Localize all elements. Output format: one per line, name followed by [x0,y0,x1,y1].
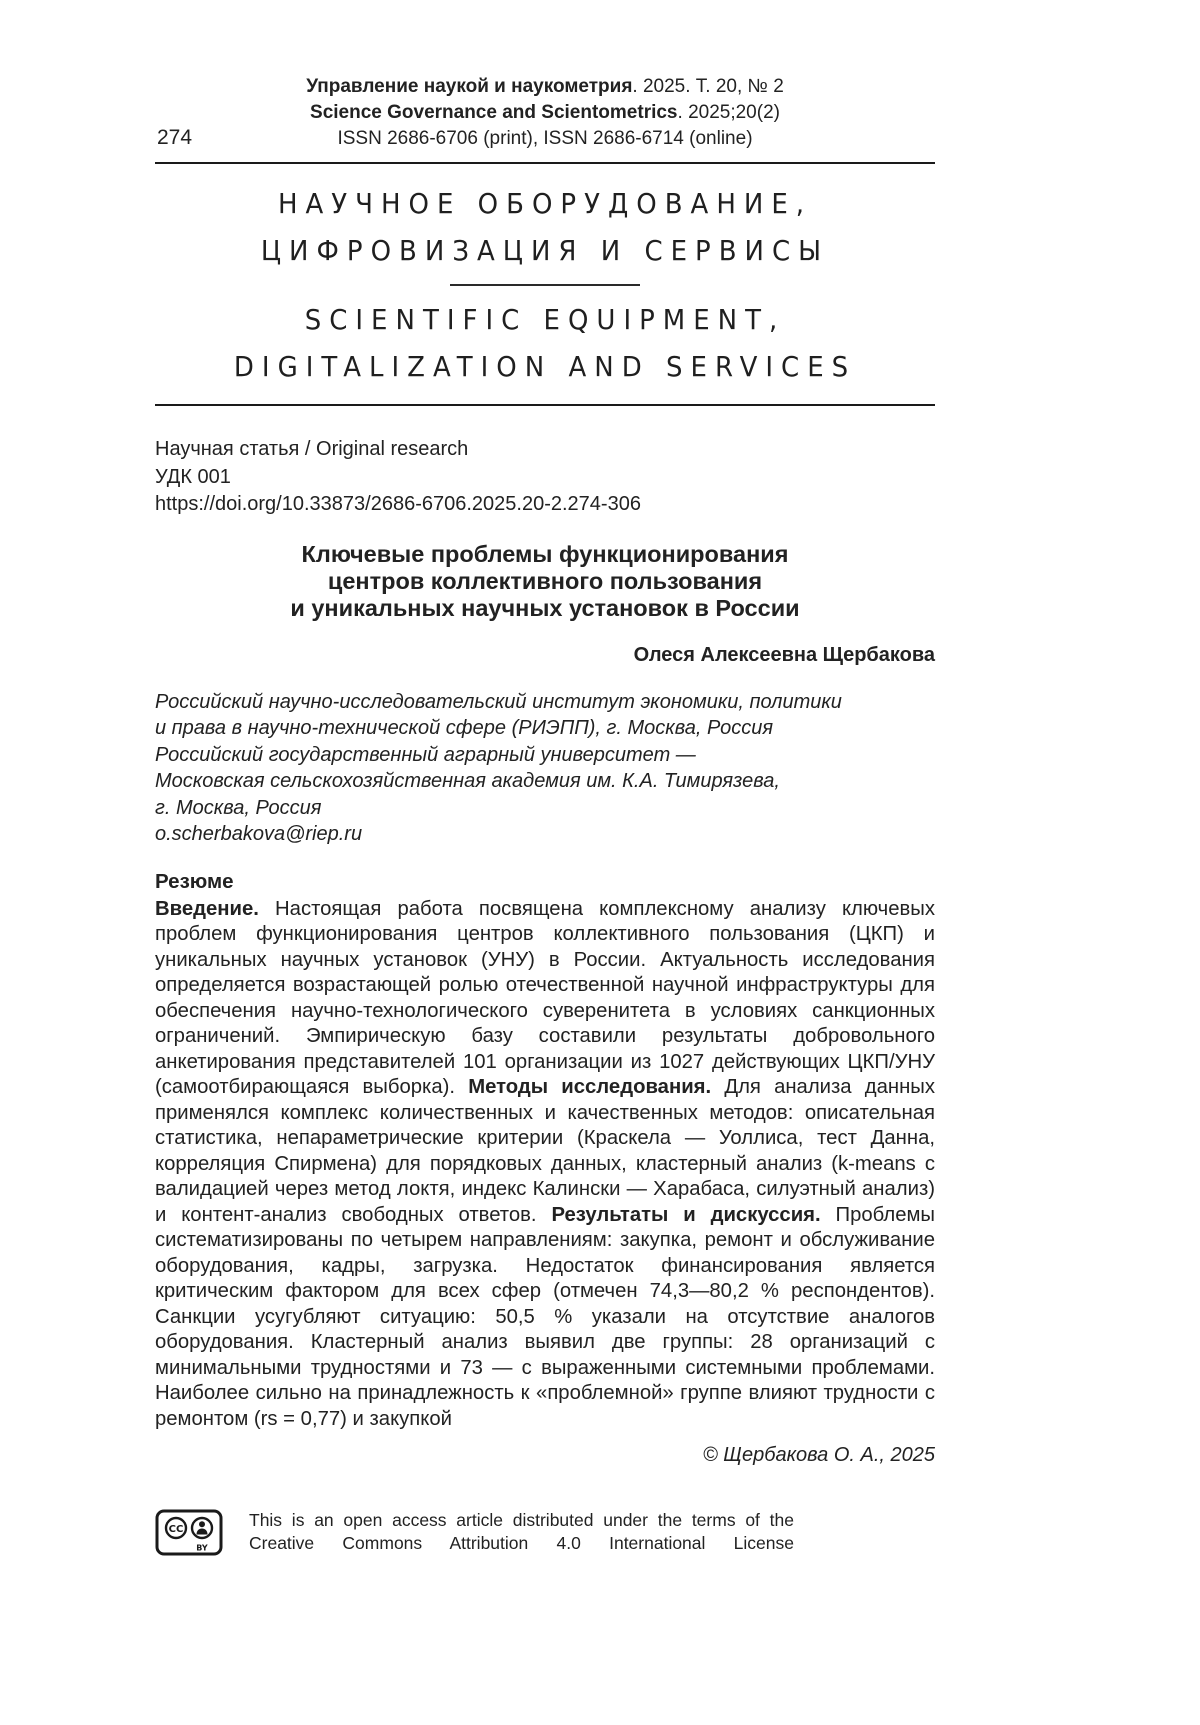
doi-link[interactable]: https://doi.org/10.33873/2686-6706.2025.20-2.274-306 [155,493,641,515]
journal-title-ru: Управление наукой и наукометрия [306,76,633,97]
page-number: 274 [157,126,193,149]
journal-line-en [155,100,935,126]
article-title-line2: центров коллективного пользования [327,567,763,594]
abstract-intro-label: Введение. [155,897,259,920]
affiliation-line4: Московская сельскохозяйственная академия им. К.А. Тимирязева, [155,770,780,792]
header-divider [155,162,935,164]
affiliation-line3: Российский государственный аграрный университет — [155,743,696,766]
section-title-ru [155,181,935,274]
abstract-methods-label: Методы исследования. [468,1076,712,1098]
section-short-divider [450,284,640,286]
abstract-text [155,897,935,1433]
journal-issue-ru: . 2025. Т. 20, № 2 [632,76,784,97]
license-text: This is an open access article distributed under the terms of the Creative Commons Attribution 4.0 International License [249,1510,794,1553]
abstract-intro-text: Настоящая работа посвящена комплексному анализу ключевых проблем функционирования центров коллективного пользования (ЦКП) и уникальных научных установок (УНУ) в России. Актуальность исследования определяется возрастающей ролью отечественной научной инфраструктуры для обеспечения научно-технологического суверенитета в условиях санкционных ограничений. Эмпирическую базу составили результаты добровольного анкетирования представителей 101 организации из 1027 действующих ЦКП/УНУ (самоотбирающаяся выборка). [155,897,935,1098]
cc-by-license-icon [155,1509,223,1561]
article-title-line3: и уникальных научных установок в России [290,594,800,621]
page-content [155,0,935,1561]
journal-line-ru [155,74,935,100]
abstract-results-label: Результаты и дискуссия. [551,1203,821,1226]
journal-issue-en: . 2025;20(2) [677,102,780,123]
udk-code: УДК 001 [155,465,231,488]
section-title-ru-line2: ЦИФРОВИЗАЦИЯ И СЕРВИСЫ [260,235,830,268]
license-block [155,1509,935,1561]
affiliation-line2: и права в научно-технической сфере (РИЭПП), г. Москва, Россия [155,717,774,739]
copyright-notice: © Щербакова О. А., 2025 [702,1444,935,1466]
section-title-en-line1: SCIENTIFIC EQUIPMENT, [304,304,786,337]
issn-line: ISSN 2686-6706 (print), ISSN 2686-6714 (online) [337,128,753,149]
article-title-line1: Ключевые проблемы функционирования [301,540,789,567]
svg-text:CC: CC [168,1524,184,1535]
article-type: Научная статья / Original research [155,438,469,460]
journal-header [155,74,935,152]
section-heading-block [155,184,935,388]
affiliation-line5: г. Москва, Россия [155,796,322,819]
author-email[interactable]: o.scherbakova@riep.ru [155,823,363,845]
abstract-methods-text: Для анализа данных применялся комплекс количественных и качественных методов: описательная статистика, непараметрические критерии (Краскела — Уоллиса, тест Данна, корреляция Спирмена) для порядковых данных, кластерный анализ (k-means с валидацией через метод локтя, индекс Калински — Харабаса, силуэтный анализ) и контент-анализ свободных ответов. [155,1076,935,1226]
section-bottom-divider [155,404,935,406]
author-affiliation [155,689,935,848]
svg-text:BY: BY [196,1543,208,1553]
section-title-ru-line1: НАУЧНОЕ ОБОРУДОВАНИЕ, [277,188,813,221]
affiliation-line1: Российский научно-исследовательский институт экономики, политики [155,690,842,713]
section-title-en [155,297,935,390]
abstract-heading: Резюме [155,869,234,893]
author-name: Олеся Алексеевна Щербакова [633,643,935,666]
journal-title-en: Science Governance and Scientometrics [310,102,678,123]
section-title-en-line2: DIGITALIZATION AND SERVICES [233,351,857,384]
article-meta [155,436,935,519]
article-title [155,541,935,622]
abstract-results-text: Проблемы систематизированы по четырем направлениям: закупка, ремонт и обслуживание оборудования, кадры, загрузка. Недостаток финансирования является критическим фактором для всех сфер (отмечен 74,3—80,2 % респондентов). Санкции усугубляют ситуацию: 50,5 % указали на отсутствие аналогов оборудования. Кластерный анализ выявил две группы: 28 организаций с минимальными трудностями и 73 — с выраженными системными проблемами. Наиболее сильно на принадлежность к «проблемной» группе влияют трудности с ремонтом (rs = 0,77) и закупкой [155,1203,935,1430]
